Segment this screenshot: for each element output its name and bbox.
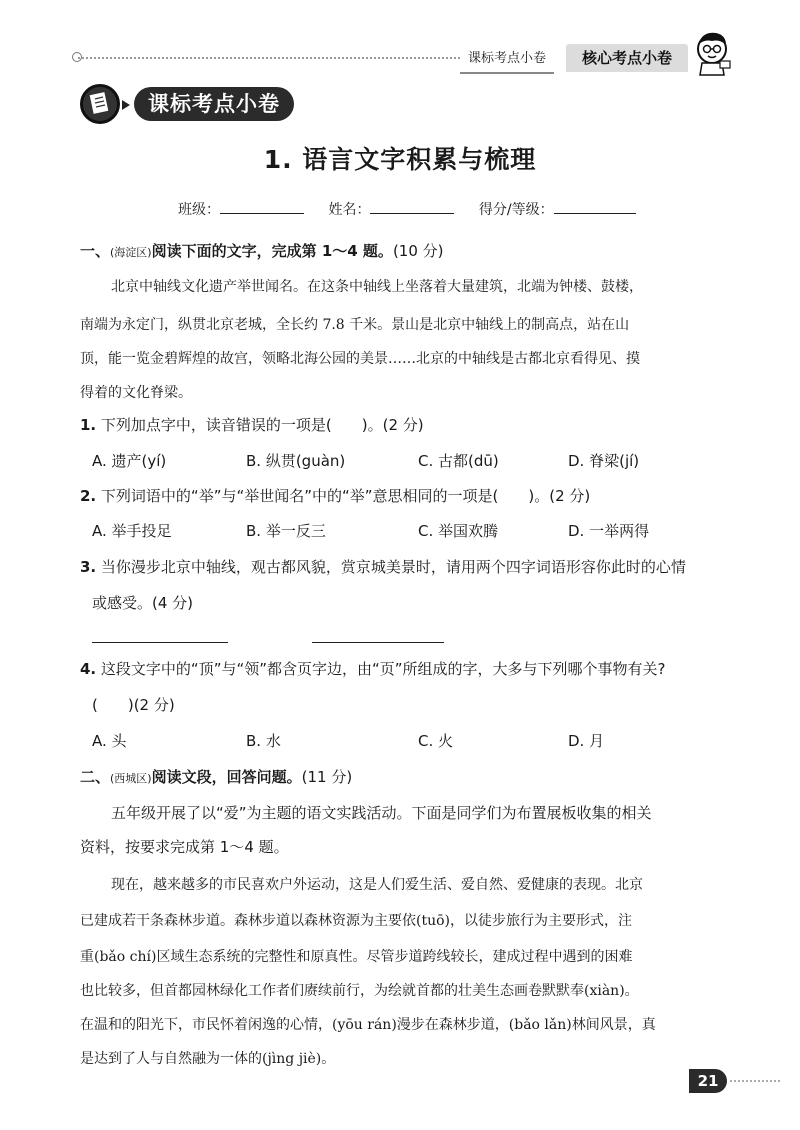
question-3 [80, 556, 686, 577]
header-dotted-rule [78, 57, 460, 59]
option-d[interactable]: D. 月 [568, 732, 605, 750]
passage1-line: 南端为永定门，纵贯北京老城，全长约 7.8 千米。景山是北京中轴线上的制高点，站在山 [80, 317, 630, 333]
section1-prefix: 一、 [80, 242, 111, 260]
page-number-dots [730, 1080, 780, 1082]
question-4 [80, 658, 666, 679]
mascot-icon [690, 27, 736, 77]
question-number: 2. [80, 487, 97, 505]
page-number-badge [689, 1069, 727, 1093]
passage2-line: 重(bǎo chí)区域生态系统的完整性和原真性。尽管步道跨线较长，建成过程中遇到的困难 [80, 949, 633, 965]
class-field[interactable] [220, 198, 304, 214]
name-field[interactable] [370, 198, 454, 214]
section2-prefix: 二、 [80, 768, 111, 786]
option-c[interactable]: C. 火 [418, 732, 454, 750]
header-tab-current: 课标考点小卷 [460, 46, 554, 74]
section1-source: (海淀区) [110, 246, 152, 259]
section2-instruction: 阅读文段，回答问题。 [151, 768, 302, 786]
intro-line: 五年级开展了以“爱”为主题的语文实践活动。下面是同学们为布置展板收集的相关 [111, 804, 652, 822]
question-number: 4. [80, 660, 97, 678]
section2-points: (11 分) [301, 768, 353, 786]
option-b[interactable]: B. 举一反三 [246, 522, 326, 540]
header-tab-main: 核心考点小卷 [566, 44, 688, 72]
option-a[interactable]: A. 举手投足 [92, 522, 172, 540]
answer-line-1[interactable] [92, 642, 228, 643]
option-d[interactable]: D. 一举两得 [568, 522, 650, 540]
option-d[interactable]: D. 脊梁(jí) [568, 452, 640, 470]
page-number: 21 [689, 1069, 727, 1093]
arrow-right-icon [122, 100, 130, 110]
section1-heading [80, 240, 444, 261]
question-text: 当你漫步北京中轴线，观古都风貌，赏京城美景时，请用两个四字词语形容你此时的心情 [100, 558, 686, 576]
passage2-line: 是达到了人与自然融为一体的(jìng jiè)。 [80, 1051, 336, 1067]
passage2-line: 现在，越来越多的市民喜欢户外运动，这是人们爱生活、爱自然、爱健康的表现。北京 [111, 877, 643, 893]
class-label: 班级： [178, 202, 220, 218]
passage2-line: 在温和的阳光下，市民怀着闲逸的心情，(yōu rán)漫步在森林步道，(bǎo lǎn)林间风景，真 [80, 1017, 656, 1033]
passage2-line: 已建成若干条森林步道。森林步道以森林资源为主要依(tuō)，以徒步旅行为主要形式，注 [80, 913, 632, 929]
option-c[interactable]: C. 古都(dū) [418, 452, 499, 470]
score-label: 得分/等级： [478, 202, 554, 218]
option-c[interactable]: C. 举国欢腾 [418, 522, 499, 540]
document-icon [80, 84, 120, 124]
question-text: 这段文字中的“顶”与“领”都含页字边，由“页”所组成的字，大多与下列哪个事物有关? [100, 660, 666, 678]
question-text: 下列加点字中，读音错误的一项是( )。(2 分) [100, 416, 424, 434]
passage1-line: 北京中轴线文化遗产举世闻名。在这条中轴线上坐落着大量建筑，北端为钟楼、鼓楼， [111, 279, 643, 295]
answer-line-2[interactable] [312, 642, 444, 643]
question-number: 1. [80, 416, 97, 434]
section2-source: (西城区) [110, 772, 152, 785]
passage1-line: 得着的文化脊梁。 [80, 385, 192, 401]
section2-heading [80, 766, 352, 787]
option-b[interactable]: B. 水 [246, 732, 281, 750]
question-4-cont: ( )(2 分) [92, 696, 175, 714]
question-text: 下列词语中的“举”与“举世闻名”中的“举”意思相同的一项是( )。(2 分) [100, 487, 591, 505]
question-number: 3. [80, 558, 97, 576]
student-info-fields [178, 198, 636, 219]
option-a[interactable]: A. 头 [92, 732, 127, 750]
question-2 [80, 485, 590, 506]
banner-label: 课标考点小卷 [134, 87, 294, 121]
passage1-line: 顶，能一览金碧辉煌的故宫，领略北海公园的美景……北京的中轴线是古都北京看得见、摸 [80, 351, 640, 367]
option-b[interactable]: B. 纵贯(guàn) [246, 452, 346, 470]
intro-line: 资料，按要求完成第 1～4 题。 [80, 838, 289, 856]
option-a[interactable]: A. 遗产(yí) [92, 452, 167, 470]
passage2-line: 也比较多，但首都园林绿化工作者们赓续前行，为绘就首都的壮美生态画卷默默奉(xiàn)。 [80, 983, 639, 999]
question-1 [80, 414, 424, 435]
question-3-cont: 或感受。(4 分) [92, 594, 194, 612]
section1-points: (10 分) [392, 242, 444, 260]
page-title: 1. 语言文字积累与梳理 [263, 145, 537, 174]
score-field[interactable] [554, 198, 636, 214]
section1-instruction: 阅读下面的文字，完成第 1～4 题。 [151, 242, 393, 260]
name-label: 姓名： [328, 202, 371, 218]
